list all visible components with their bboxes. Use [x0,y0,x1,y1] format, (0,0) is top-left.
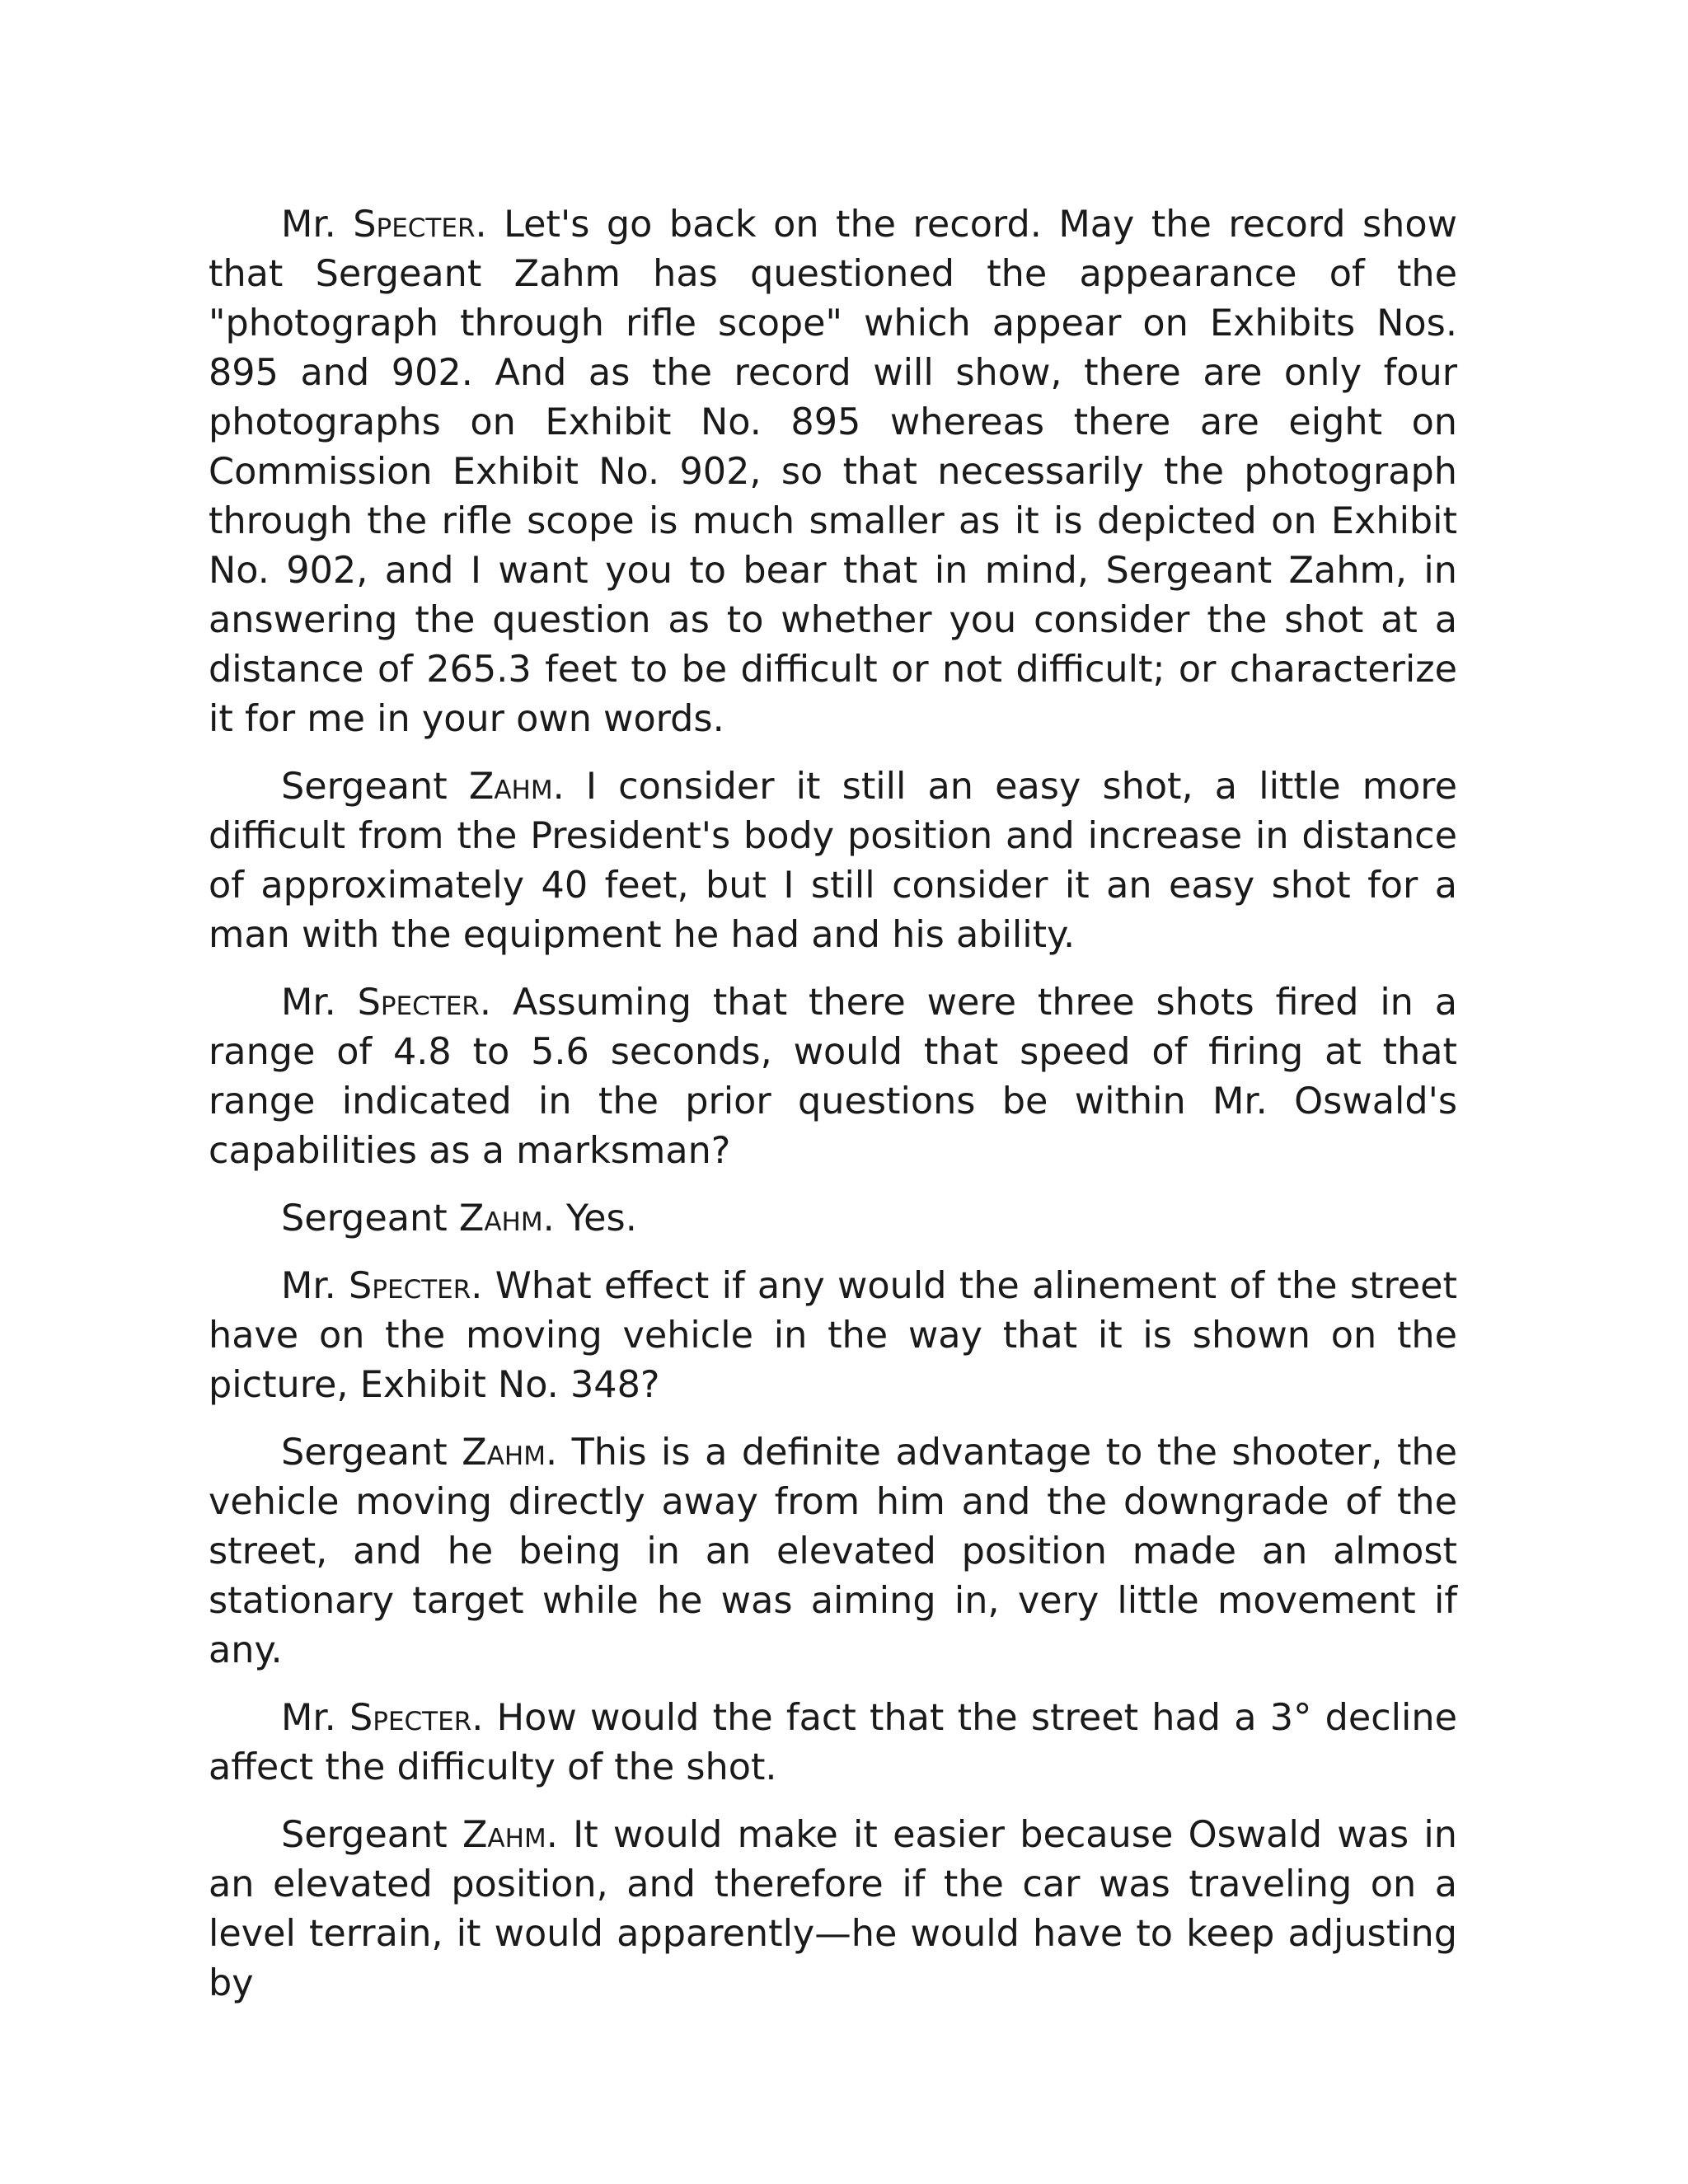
speaker-title: Sergeant [281,1197,459,1240]
speaker-title: Sergeant [281,766,469,808]
testimony-paragraph [209,1428,1457,1675]
speaker-title: Mr. [281,1265,349,1307]
testimony-paragraph [209,1262,1457,1410]
speaker-name: Specter [349,1265,471,1307]
speaker-name: Zahm [458,1197,543,1240]
speaker-title: Sergeant [281,1814,462,1856]
testimony-paragraph [209,1811,1457,2008]
speaker-name: Specter [357,982,480,1024]
testimony-paragraph [209,762,1457,960]
transcript-page [209,200,1457,2027]
testimony-text: . How would the fact that the street had a 3° decline affect the difficulty of the shot. [209,1697,1457,1788]
testimony-paragraph [209,1694,1457,1793]
speaker-title: Sergeant [281,1432,462,1474]
testimony-text: . It would make it easier because Oswald was in an elevated position, and therefore if the car was traveling on a level terrain, it would apparently—he would have to keep adjusting by [209,1814,1457,2004]
testimony-text: . I consider it still an easy shot, a little more difficult from the President's body position and increase in distance of approximately 40 feet, but I still consider it an easy shot for a man with the equipment he had and his ability. [209,766,1457,956]
speaker-name: Zahm [468,766,553,808]
speaker-name: Specter [349,1697,472,1739]
speaker-name: Zahm [462,1432,546,1474]
testimony-text: . Yes. [542,1197,637,1240]
testimony-text: . What effect if any would the alinement of the street have on the moving vehicle in the way that it is shown on the picture, Exhibit No. 348? [209,1265,1457,1406]
speaker-title: Mr. [281,204,354,246]
testimony-paragraph [209,978,1457,1176]
testimony-text: . Let's go back on the record. May the record show that Sergeant Zahm has questioned the appearance of the "photograph through rifle scope" which appear on Exhibits Nos. 895 and 902. And as the record will show, there are only four photographs on Exhibit No. 895 whereas there are eight on Commission Exhibit No. 902, so that necessarily the photograph through the rifle scope is much smaller as it is depicted on Exhibit No. 902, and I want you to bear that in mind, Sergeant Zahm, in answering the question as to whether you consider the shot at a distance of 265.3 feet to be difficult or not difficult; or characterize it for me in your own words. [209,204,1457,740]
testimony-text: . Assuming that there were three shots fired in a range of 4.8 to 5.6 seconds, would that speed of firing at that range indicated in the prior questions be within Mr. Oswald's capabilities as a marksman? [209,982,1457,1172]
testimony-paragraph [209,200,1457,744]
speaker-title: Mr. [281,982,358,1024]
testimony-text: . This is a definite advantage to the shooter, the vehicle moving directly away from him and the downgrade of the street, and he being in an elevated position made an almost stationary target while he was aiming in, very little movement if any. [209,1432,1457,1671]
speaker-name: Specter [353,204,476,246]
speaker-title: Mr. [281,1697,349,1739]
speaker-name: Zahm [462,1814,546,1856]
testimony-paragraph [209,1194,1457,1244]
